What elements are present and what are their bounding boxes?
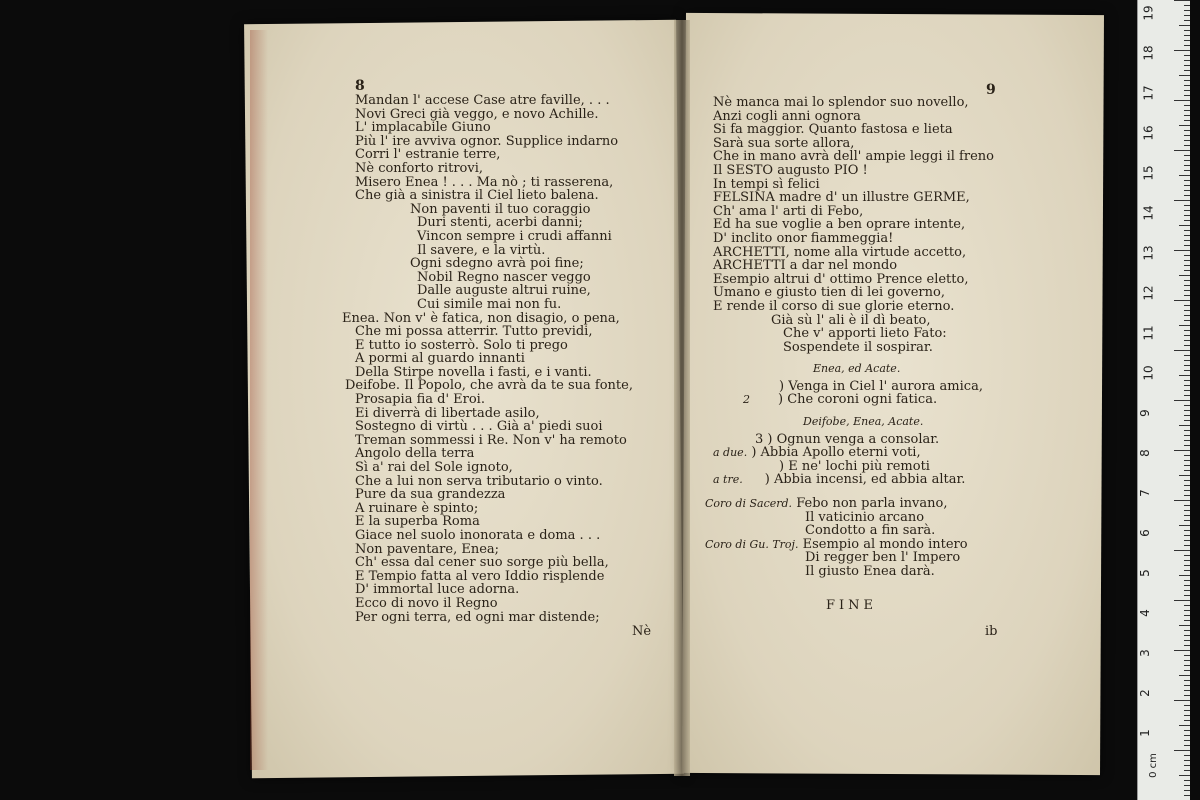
ruler-tick xyxy=(1179,25,1190,26)
ruler-tick xyxy=(1184,745,1190,746)
ruler-tick xyxy=(1184,590,1190,591)
text-line: Esempio altrui d' ottimo Prence eletto, xyxy=(713,271,969,287)
ruler-tick xyxy=(1179,225,1190,226)
trio-label: 3 xyxy=(755,431,764,447)
right-page-number: 9 xyxy=(986,82,996,98)
trio-text: E ne' lochi più remoti xyxy=(788,458,930,474)
ruler-tick xyxy=(1184,155,1190,156)
trio-line: 3 ) Ognun venga a consolar. xyxy=(755,431,940,447)
ruler-tick xyxy=(1184,165,1190,166)
ruler-tick xyxy=(1184,115,1190,116)
ruler-tick xyxy=(1184,765,1190,766)
ruler-tick xyxy=(1184,390,1190,391)
text-line: FELSINA madre d' un illustre GERME, xyxy=(713,190,970,206)
ruler-tick xyxy=(1174,500,1190,501)
ruler-tick xyxy=(1184,405,1190,406)
ruler-tick xyxy=(1184,320,1190,321)
ruler-tick xyxy=(1184,105,1190,106)
ruler-tick xyxy=(1174,700,1190,701)
text-line: Treman sommessi i Re. Non v' ha remoto xyxy=(355,432,627,448)
ruler-tick xyxy=(1179,375,1190,376)
ruler-tick xyxy=(1184,715,1190,716)
text-line: E la superba Roma xyxy=(355,514,480,530)
ruler-number: 5 xyxy=(1137,569,1152,577)
ruler-tick xyxy=(1184,535,1190,536)
text-line: Umano e giusto tien di lei governo, xyxy=(713,285,945,301)
ruler-tick xyxy=(1174,150,1190,151)
ruler-tick xyxy=(1184,220,1190,221)
ruler-tick xyxy=(1179,325,1190,326)
ruler-tick xyxy=(1184,790,1190,791)
text-line: Nobil Regno nascer veggo xyxy=(417,269,591,285)
ruler-tick xyxy=(1184,595,1190,596)
ruler-tick xyxy=(1174,300,1190,301)
text-line: Per ogni terra, ed ogni mar distende; xyxy=(355,609,600,625)
ruler-tick xyxy=(1184,585,1190,586)
text-line: Sì a' rai del Sole ignoto, xyxy=(355,460,513,476)
text-line: Corri l' estranie terre, xyxy=(355,147,501,163)
ruler-tick xyxy=(1184,270,1190,271)
ruler-tick xyxy=(1184,645,1190,646)
ruler-tick xyxy=(1184,490,1190,491)
ruler-number: 6 xyxy=(1137,529,1152,537)
ruler-tick xyxy=(1179,675,1190,676)
ruler-number: 13 xyxy=(1141,245,1156,261)
measurement-ruler xyxy=(1137,0,1190,800)
ruler-tick xyxy=(1174,0,1190,1)
ruler-tick xyxy=(1184,55,1190,56)
coro-label: Coro di Sacerd. xyxy=(705,497,793,511)
text-line: Il savere, e la virtù. xyxy=(417,242,546,258)
ruler-tick xyxy=(1179,475,1190,476)
ruler-tick xyxy=(1184,770,1190,771)
left-catchword: Nè xyxy=(632,624,652,639)
ruler-number: 7 xyxy=(1137,489,1152,497)
text-line: Cui simile mai non fu. xyxy=(417,296,562,312)
ruler-tick xyxy=(1184,445,1190,446)
ruler-tick xyxy=(1184,640,1190,641)
ruler-tick xyxy=(1184,555,1190,556)
ruler-tick xyxy=(1184,70,1190,71)
text-line: Si fa maggior. Quanto fastosa e lieta xyxy=(713,122,953,138)
ruler-tick xyxy=(1184,230,1190,231)
text-line: Novi Greci già veggo, e novo Achille. xyxy=(355,106,599,122)
ruler-tick xyxy=(1184,610,1190,611)
ruler-tick xyxy=(1184,260,1190,261)
coro-text: Febo non parla invano, xyxy=(796,496,948,512)
ruler-tick xyxy=(1179,525,1190,526)
ruler-tick xyxy=(1184,335,1190,336)
text-line: Non paventi il tuo coraggio xyxy=(410,201,591,217)
fine-label: FINE xyxy=(826,598,878,613)
ruler-tick xyxy=(1184,35,1190,36)
text-line: Che a lui non serva tributario o vinto. xyxy=(355,473,603,489)
ruler-tick xyxy=(1174,50,1190,51)
text-line: Pure da sua grandezza xyxy=(355,487,506,503)
coro-line xyxy=(705,497,994,511)
book-gutter xyxy=(674,20,690,776)
ruler-tick xyxy=(1184,85,1190,86)
text-line: Già sù l' ali è il dì beato, xyxy=(771,312,931,328)
ruler-tick xyxy=(1174,750,1190,751)
ruler-number: 19 xyxy=(1141,5,1156,21)
text-line: Della Stirpe novella i fasti, e i vanti. xyxy=(355,364,592,380)
ruler-tick xyxy=(1184,795,1190,796)
ruler-tick xyxy=(1184,755,1190,756)
text-line: Giace nel suolo inonorata e doma . . . xyxy=(355,528,601,543)
ruler-tick xyxy=(1174,200,1190,201)
ruler-tick xyxy=(1184,65,1190,66)
ruler-tick xyxy=(1184,470,1190,471)
text-line: Sospendete il sospirar. xyxy=(783,339,933,355)
text-line: E rende il corso di sue glorie eterno. xyxy=(713,298,955,314)
ruler-tick xyxy=(1184,265,1190,266)
ruler-tick xyxy=(1184,460,1190,461)
ruler-tick xyxy=(1184,315,1190,316)
ruler-tick xyxy=(1184,235,1190,236)
coro-text: Esempio al mondo intero xyxy=(802,536,968,552)
ruler-tick xyxy=(1184,510,1190,511)
ruler-number: 2 xyxy=(1137,689,1152,697)
ruler-tick xyxy=(1184,580,1190,581)
text-line: Duri stenti, acerbi danni; xyxy=(417,215,583,231)
text-line: Sarà sua sorte allora, xyxy=(713,135,855,151)
ruler-tick xyxy=(1184,345,1190,346)
ruler-tick xyxy=(1184,430,1190,431)
text-line: Che in mano avrà dell' ampie leggi il freno xyxy=(713,149,994,165)
ruler-tick xyxy=(1179,175,1190,176)
ruler-tick xyxy=(1184,515,1190,516)
ruler-tick xyxy=(1184,730,1190,731)
ruler-number: 9 xyxy=(1137,409,1152,417)
ruler-tick xyxy=(1174,100,1190,101)
ruler-tick xyxy=(1184,310,1190,311)
text-line: Che mi possa atterrir. Tutto previdi, xyxy=(355,324,593,340)
text-line: A ruinare è spinto; xyxy=(355,500,479,516)
ruler-tick xyxy=(1184,95,1190,96)
ruler-tick xyxy=(1184,485,1190,486)
ruler-tick xyxy=(1184,415,1190,416)
ruler-tick xyxy=(1184,695,1190,696)
ruler-tick xyxy=(1174,450,1190,451)
text-line: Mandan l' accese Case atre faville, . . . xyxy=(355,93,610,108)
ruler-number: 18 xyxy=(1141,45,1156,61)
ruler-number: 14 xyxy=(1141,205,1156,221)
text-line: Anzi cogli anni ognora xyxy=(713,108,861,124)
duet-label: 2 xyxy=(743,393,750,407)
ruler-tick xyxy=(1184,365,1190,366)
ruler-tick xyxy=(1184,670,1190,671)
ruler-tick xyxy=(1184,505,1190,506)
ruler-tick xyxy=(1184,170,1190,171)
ruler-tick xyxy=(1179,625,1190,626)
ruler-tick xyxy=(1184,360,1190,361)
ruler-tick xyxy=(1184,680,1190,681)
ruler-tick xyxy=(1184,90,1190,91)
ruler-tick xyxy=(1184,290,1190,291)
trio-label: a tre. xyxy=(713,473,743,487)
ruler-unit: 0 cm xyxy=(1147,753,1159,778)
text-line: Non paventare, Enea; xyxy=(355,541,500,557)
ruler-tick xyxy=(1184,635,1190,636)
ruler-tick xyxy=(1184,655,1190,656)
ruler-tick xyxy=(1184,340,1190,341)
text-line: ARCHETTI a dar nel mondo xyxy=(713,258,898,274)
ruler-number: 8 xyxy=(1137,449,1152,457)
ruler-tick xyxy=(1184,355,1190,356)
text-line: D' immortal luce adorna. xyxy=(355,582,520,598)
ruler-tick xyxy=(1184,240,1190,241)
duet-text: Che coroni ogni fatica. xyxy=(787,392,938,408)
ruler-tick xyxy=(1184,665,1190,666)
right-catchword: ib xyxy=(985,624,998,639)
section-heading: Enea, ed Acate. xyxy=(813,362,901,376)
trio-text: Abbia incensi, ed abbia altar. xyxy=(773,472,966,488)
duet-line: ) Venga in Ciel l' aurora amica, xyxy=(779,378,983,394)
text-line: E tutto io sosterrò. Solo ti prego xyxy=(355,337,568,353)
ruler-tick xyxy=(1184,785,1190,786)
ruler-tick xyxy=(1174,400,1190,401)
ruler-tick xyxy=(1184,370,1190,371)
ruler-tick xyxy=(1184,210,1190,211)
text-line: Sostegno di virtù . . . Già a' piedi suoi xyxy=(355,419,603,435)
ruler-tick xyxy=(1184,5,1190,6)
ruler-tick xyxy=(1184,280,1190,281)
ruler-tick xyxy=(1179,125,1190,126)
ruler-tick xyxy=(1184,145,1190,146)
text-line: Nè manca mai lo splendor suo novello, xyxy=(713,95,969,110)
left-page-number: 8 xyxy=(355,78,365,94)
ruler-tick xyxy=(1184,215,1190,216)
ruler-tick xyxy=(1184,560,1190,561)
ruler-tick xyxy=(1184,565,1190,566)
coro-label: Coro di Gu. Troj. xyxy=(705,537,799,551)
ruler-tick xyxy=(1184,40,1190,41)
text-line: Vincon sempre i crudi affanni xyxy=(417,228,612,244)
ruler-tick xyxy=(1184,480,1190,481)
text-line: Misero Enea ! . . . Ma nò ; ti rasserena, xyxy=(355,174,614,190)
text-line: Deifobe. Il Popolo, che avrà da te sua fonte, xyxy=(345,378,633,394)
right-page-text xyxy=(705,95,994,579)
text-line: Nè conforto ritrovi, xyxy=(355,160,483,176)
coro-line xyxy=(705,538,994,552)
trio-line: a due. ) Abbia Apollo eterni voti, xyxy=(713,445,921,461)
text-line: Il SESTO augusto PIO ! xyxy=(713,162,868,178)
ruler-tick xyxy=(1184,410,1190,411)
ruler-number: 11 xyxy=(1141,325,1156,341)
text-line: Ch' essa dal cener suo sorge più bella, xyxy=(355,555,609,571)
section-heading: Deifobe, Enea, Acate. xyxy=(803,415,924,429)
ruler-tick xyxy=(1184,205,1190,206)
ruler-tick xyxy=(1184,720,1190,721)
ruler-tick xyxy=(1184,660,1190,661)
ruler-tick xyxy=(1184,245,1190,246)
ruler-tick xyxy=(1184,420,1190,421)
trio-label: a due. xyxy=(713,446,748,460)
ruler-tick xyxy=(1174,600,1190,601)
text-line: ARCHETTI, nome alla virtude accetto, xyxy=(713,244,967,260)
ruler-tick xyxy=(1184,330,1190,331)
ruler-tick xyxy=(1184,780,1190,781)
ruler-tick xyxy=(1179,775,1190,776)
ruler-tick xyxy=(1184,295,1190,296)
ruler-tick xyxy=(1184,440,1190,441)
text-line: Angolo della terra xyxy=(355,446,475,462)
ruler-tick xyxy=(1184,190,1190,191)
text-line: Ecco di novo il Regno xyxy=(355,595,498,611)
coro-text: Il giusto Enea darà. xyxy=(805,564,935,579)
ruler-number: 17 xyxy=(1141,85,1156,101)
ruler-tick xyxy=(1174,350,1190,351)
ruler-number: 10 xyxy=(1141,365,1156,381)
ruler-tick xyxy=(1184,120,1190,121)
ruler-tick xyxy=(1184,80,1190,81)
text-line: Enea. Non v' è fatica, non disagio, o pena, xyxy=(342,310,620,326)
text-line: Ch' ama l' arti di Febo, xyxy=(713,203,864,219)
ruler-tick xyxy=(1184,385,1190,386)
ruler-tick xyxy=(1179,75,1190,76)
text-line: Ogni sdegno avrà poi fine; xyxy=(410,256,584,272)
ruler-number: 3 xyxy=(1137,649,1152,657)
text-line: Che già a sinistra il Ciel lieto balena. xyxy=(355,188,599,204)
ruler-tick xyxy=(1184,545,1190,546)
ruler-tick xyxy=(1184,130,1190,131)
duet-line: 2 ) Che coroni ogni fatica. xyxy=(743,392,938,408)
ruler-tick xyxy=(1184,185,1190,186)
ruler-tick xyxy=(1174,650,1190,651)
ruler-tick xyxy=(1184,530,1190,531)
ruler-tick xyxy=(1184,285,1190,286)
ruler-tick xyxy=(1184,195,1190,196)
ruler-number: 12 xyxy=(1141,285,1156,301)
ruler-tick xyxy=(1184,140,1190,141)
ruler-tick xyxy=(1184,540,1190,541)
ruler-number: 16 xyxy=(1141,125,1156,141)
ruler-tick xyxy=(1184,735,1190,736)
ruler-tick xyxy=(1179,275,1190,276)
ruler-tick xyxy=(1184,380,1190,381)
ruler-tick xyxy=(1174,550,1190,551)
ruler-tick xyxy=(1184,495,1190,496)
trio-line: ) E ne' lochi più remoti xyxy=(779,458,930,474)
ruler-tick xyxy=(1179,575,1190,576)
text-line: A pormi al guardo innanti xyxy=(355,351,525,367)
ruler-tick xyxy=(1184,710,1190,711)
ruler-tick xyxy=(1184,395,1190,396)
text-line: E Tempio fatta al vero Iddio risplende xyxy=(355,568,605,584)
trio-text: Ognun venga a consolar. xyxy=(776,431,940,447)
ruler-tick xyxy=(1184,455,1190,456)
ruler-tick xyxy=(1184,740,1190,741)
trio-text: Abbia Apollo eterni voti, xyxy=(760,445,921,461)
text-line: Ei diverrà di libertade asilo, xyxy=(355,405,540,421)
text-line: In tempi sì felici xyxy=(713,176,820,192)
ruler-number: 4 xyxy=(1137,609,1152,617)
ruler-number: 1 xyxy=(1137,729,1152,737)
ruler-tick xyxy=(1184,705,1190,706)
text-line: Dalle auguste altrui ruine, xyxy=(417,283,591,299)
coro-text: Condotto a fin sarà. xyxy=(805,523,936,539)
ruler-tick xyxy=(1184,15,1190,16)
ruler-tick xyxy=(1184,135,1190,136)
ruler-tick xyxy=(1174,250,1190,251)
ruler-tick xyxy=(1184,30,1190,31)
text-line: Che v' apporti lieto Fato: xyxy=(783,326,947,342)
duet-text: Venga in Ciel l' aurora amica, xyxy=(788,378,983,394)
left-page-text xyxy=(342,93,633,625)
page-edge-stain xyxy=(250,30,268,770)
coro-text: Il vaticinio arcano xyxy=(805,509,925,525)
ruler-tick xyxy=(1184,45,1190,46)
ruler-tick xyxy=(1184,615,1190,616)
ruler-tick xyxy=(1184,305,1190,306)
ruler-tick xyxy=(1184,160,1190,161)
trio-line: a tre. ) Abbia incensi, ed abbia altar. xyxy=(713,472,966,488)
ruler-tick xyxy=(1184,605,1190,606)
ruler-tick xyxy=(1184,630,1190,631)
ruler-tick xyxy=(1184,690,1190,691)
text-line: D' inclito onor fiammeggia! xyxy=(713,230,894,246)
text-line: Ed ha sue voglie a ben oprare intente, xyxy=(713,217,966,233)
text-line: Prosapia fia d' Eroi. xyxy=(355,392,485,408)
ruler-tick xyxy=(1184,685,1190,686)
ruler-tick xyxy=(1184,435,1190,436)
ruler-tick xyxy=(1184,760,1190,761)
ruler-tick xyxy=(1184,255,1190,256)
ruler-tick xyxy=(1179,725,1190,726)
ruler-tick xyxy=(1184,110,1190,111)
ruler-tick xyxy=(1184,10,1190,11)
text-line: Più l' ire avviva ognor. Supplice indarno xyxy=(355,133,619,149)
coro-text: Di regger ben l' Impero xyxy=(805,550,961,566)
text-line: L' implacabile Giuno xyxy=(355,120,491,136)
ruler-number: 15 xyxy=(1141,165,1156,181)
ruler-tick xyxy=(1184,180,1190,181)
ruler-tick xyxy=(1184,520,1190,521)
ruler-tick xyxy=(1184,20,1190,21)
ruler-tick xyxy=(1184,620,1190,621)
ruler-tick xyxy=(1184,570,1190,571)
ruler-tick xyxy=(1184,465,1190,466)
ruler-tick xyxy=(1184,60,1190,61)
ruler-tick xyxy=(1179,425,1190,426)
